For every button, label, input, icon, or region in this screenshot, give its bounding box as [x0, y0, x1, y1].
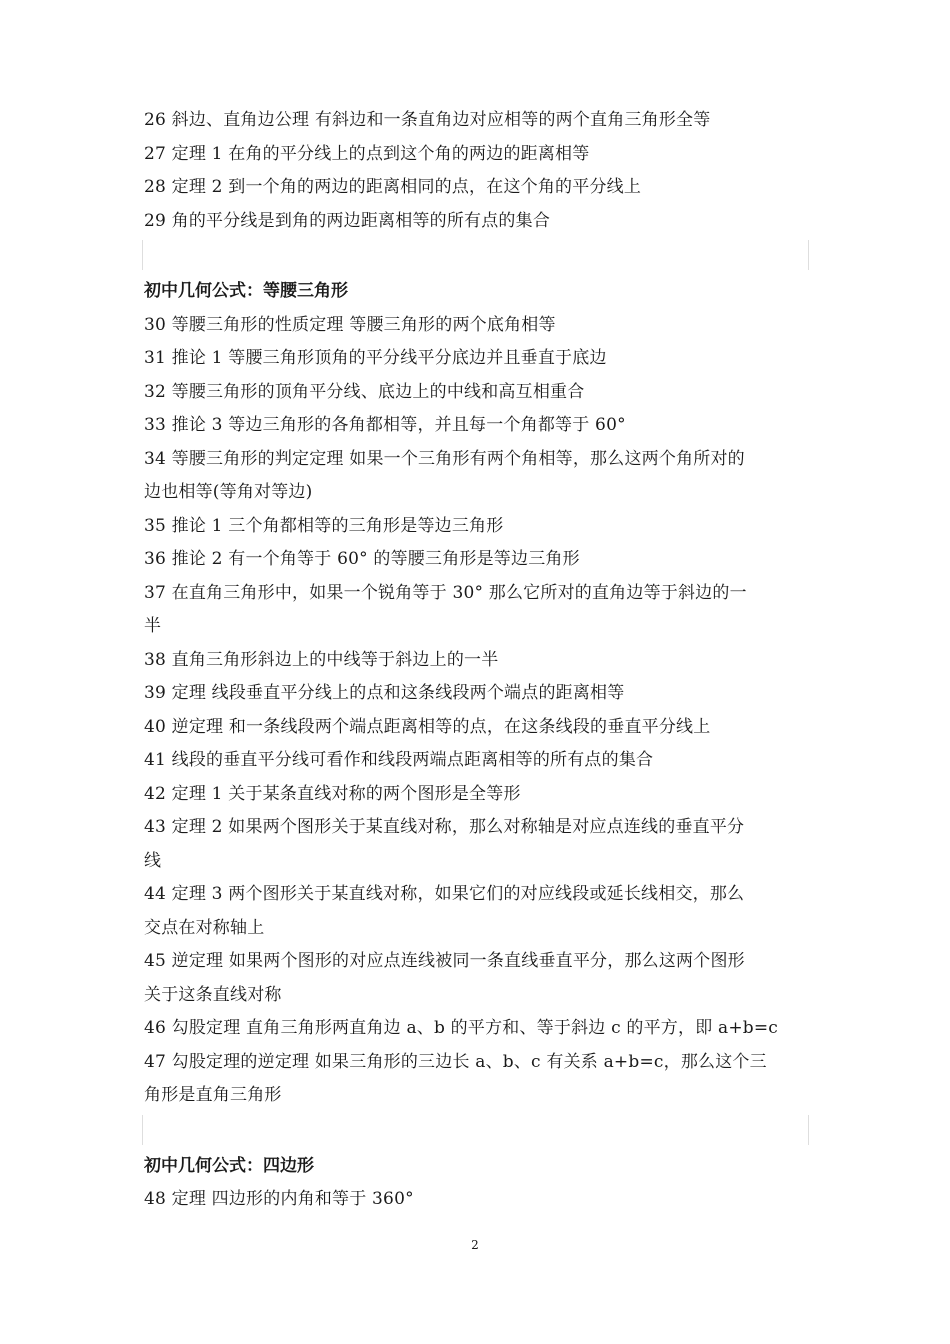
page-number: 2 [471, 1238, 479, 1252]
text-line: 46 勾股定理 直角三角形两直角边 a、b 的平方和、等于斜边 c 的平方，即 a+b=c [144, 1018, 779, 1038]
text-line: 43 定理 2 如果两个图形关于某直线对称，那么对称轴是对应点连线的垂直平分 [144, 817, 745, 837]
separator-mark-left [142, 1115, 143, 1145]
text-line: 38 直角三角形斜边上的中线等于斜边上的一半 [144, 649, 499, 670]
text-line: 边也相等(等角对等边) [144, 482, 313, 502]
text-line: 42 定理 1 关于某条直线对称的两个图形是全等形 [144, 783, 521, 804]
text-line: 26 斜边、直角边公理 有斜边和一条直角边对应相等的两个直角三角形全等 [144, 110, 711, 130]
page-content [144, 104, 810, 1217]
text-line: 44 定理 3 两个图形关于某直线对称，如果它们的对应线段或延长线相交，那么 [144, 884, 745, 904]
section-separator [144, 238, 810, 275]
text-line: 32 等腰三角形的顶角平分线、底边上的中线和高互相重合 [144, 381, 585, 402]
text-line: 48 定理 四边形的内角和等于 360° [144, 1189, 414, 1209]
text-line: 41 线段的垂直平分线可看作和线段两端点距离相等的所有点的集合 [144, 750, 654, 770]
text-line: 40 逆定理 和一条线段两个端点距离相等的点，在这条线段的垂直平分线上 [144, 716, 711, 737]
text-line: 27 定理 1 在角的平分线上的点到这个角的两边的距离相等 [144, 143, 590, 164]
text-line: 33 推论 3 等边三角形的各角都相等，并且每一个角都等于 60° [144, 415, 626, 435]
text-line: 35 推论 1 三个角都相等的三角形是等边三角形 [144, 515, 504, 536]
text-line: 29 角的平分线是到角的两边距离相等的所有点的集合 [144, 210, 551, 231]
text-line: 28 定理 2 到一个角的两边的距离相同的点，在这个角的平分线上 [144, 177, 642, 197]
text-line: 37 在直角三角形中，如果一个锐角等于 30° 那么它所对的直角边等于斜边的一 [144, 582, 747, 603]
section-heading: 初中几何公式：四边形 [144, 1155, 314, 1176]
separator-mark-right [808, 1115, 809, 1145]
text-line: 交点在对称轴上 [144, 917, 265, 938]
section-separator [144, 1113, 810, 1150]
text-line: 关于这条直线对称 [144, 984, 282, 1005]
text-line: 角形是直角三角形 [144, 1085, 282, 1105]
text-line: 47 勾股定理的逆定理 如果三角形的三边长 a、b、c 有关系 a+b=c，那么这个三 [144, 1051, 767, 1072]
separator-mark-right [808, 240, 809, 270]
text-line: 半 [144, 616, 162, 636]
text-line: 线 [144, 850, 162, 871]
text-line: 36 推论 2 有一个角等于 60° 的等腰三角形是等边三角形 [144, 549, 580, 569]
text-line: 31 推论 1 等腰三角形顶角的平分线平分底边并且垂直于底边 [144, 348, 607, 368]
text-line: 39 定理 线段垂直平分线上的点和这条线段两个端点的距离相等 [144, 683, 625, 703]
text-line: 45 逆定理 如果两个图形的对应点连线被同一条直线垂直平分，那么这两个图形 [144, 951, 745, 971]
section-isosceles-triangle [144, 275, 810, 1113]
section-angle-bisector [144, 104, 810, 238]
section-heading: 初中几何公式：等腰三角形 [144, 281, 348, 301]
text-line: 34 等腰三角形的判定定理 如果一个三角形有两个角相等，那么这两个角所对的 [144, 448, 745, 469]
separator-mark-left [142, 240, 143, 270]
section-quadrilateral [144, 1150, 810, 1217]
text-line: 30 等腰三角形的性质定理 等腰三角形的两个底角相等 [144, 314, 556, 335]
